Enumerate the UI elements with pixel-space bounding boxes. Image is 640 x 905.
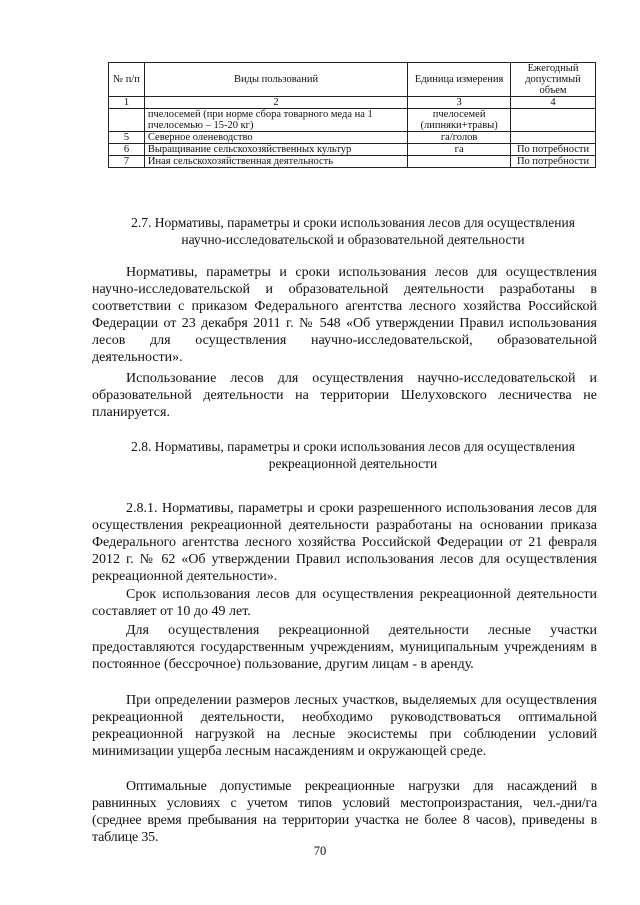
section-2-7-title: 2.7. Нормативы, параметры и сроки использования лесов для осуществления научно-исследовательской и образовательной деятельности <box>131 215 575 247</box>
table-row <box>109 156 596 168</box>
column-number: 3 <box>408 97 511 109</box>
table-row <box>109 144 596 156</box>
row-unit <box>408 156 511 168</box>
row-usage-type: Северное оленеводство <box>144 132 407 144</box>
table-row <box>109 109 596 132</box>
section-2-8-paragraph-1: 2.8.1. Нормативы, параметры и сроки разрешенного использования лесов для осуществления рекреационной деятельности разработаны на основании приказа Федерального агентства лесного хозяйства Российской Федерации от 21 февраля 2012 г. № 62 «Об утверждении Правил использования лесов для осуществления рекреационной деятельности». <box>92 501 597 584</box>
page-number: 70 <box>313 844 327 858</box>
column-number: 4 <box>511 97 596 109</box>
section-2-7-paragraph-2: Использование лесов для осуществления научно-исследовательской и образовательной деятельности на территории Шелуховского лесничества не планируется. <box>92 371 597 420</box>
row-num: 5 <box>109 132 145 144</box>
row-volume: По потребности <box>511 156 596 168</box>
column-number: 2 <box>144 97 407 109</box>
table-column-numbers <box>109 97 596 109</box>
row-num: 7 <box>109 156 145 168</box>
row-unit: пчелосемей (липняки+травы) <box>408 109 511 132</box>
row-volume <box>511 109 596 132</box>
row-usage-type: Иная сельскохозяйственная деятельность <box>144 156 407 168</box>
table-row <box>109 132 596 144</box>
row-volume: По потребности <box>511 144 596 156</box>
section-2-8-paragraph-4: При определении размеров лесных участков, выделяемых для осуществления рекреационной деятельности, необходимо руководствоваться оптимальной рекреационной нагрузкой на лесные экосистемы при соблюдении условий минимизации ущерба лесным насаждениям и окружающей среде. <box>92 693 597 759</box>
row-num <box>109 109 145 132</box>
section-2-7-paragraph-1: Нормативы, параметры и сроки использования лесов для осуществления научно-исследовательской и образовательной деятельности разработаны в соответствии с приказом Федерального агентства лесного хозяйства Российской Федерации от 23 декабря 2011 г. № 548 «Об утверждении Правил использования лесов для осуществления научно-исследовательской, образовательной деятельности». <box>92 265 597 365</box>
row-unit: га/голов <box>408 132 511 144</box>
section-2-8-title: 2.8. Нормативы, параметры и сроки использования лесов для осуществления рекреационной деятельности <box>131 439 575 471</box>
table-header-row <box>109 63 596 97</box>
section-2-8-paragraph-2: Срок использования лесов для осуществления рекреационной деятельности составляет от 10 до 49 лет. <box>92 587 597 619</box>
row-usage-type: Выращивание сельскохозяйственных культур <box>144 144 407 156</box>
header-unit: Единица измерения <box>408 63 511 97</box>
row-volume <box>511 132 596 144</box>
header-annual-volume: Ежегодный допустимый объем <box>511 63 596 97</box>
header-num: № п/п <box>109 63 145 97</box>
column-number: 1 <box>109 97 145 109</box>
section-2-8-paragraph-3: Для осуществления рекреационной деятельности лесные участки предоставляются государственным учреждениям, муниципальным учреждениям в постоянное (бессрочное) пользование, другим лицам - в аренду. <box>92 623 597 672</box>
usage-table <box>108 62 596 168</box>
section-2-8-paragraph-5: Оптимальные допустимые рекреационные нагрузки для насаждений в равнинных условиях с учетом типов условий местопроизрастания, чел.-дни/га (среднее время пребывания на территории участка не более 8 часов), приведены в таблице 35. <box>92 779 597 845</box>
header-usage-type: Виды пользований <box>144 63 407 97</box>
row-num: 6 <box>109 144 145 156</box>
row-unit: га <box>408 144 511 156</box>
row-usage-type: пчелосемей (при норме сбора товарного меда на 1 пчелосемью – 15-20 кг) <box>144 109 407 132</box>
